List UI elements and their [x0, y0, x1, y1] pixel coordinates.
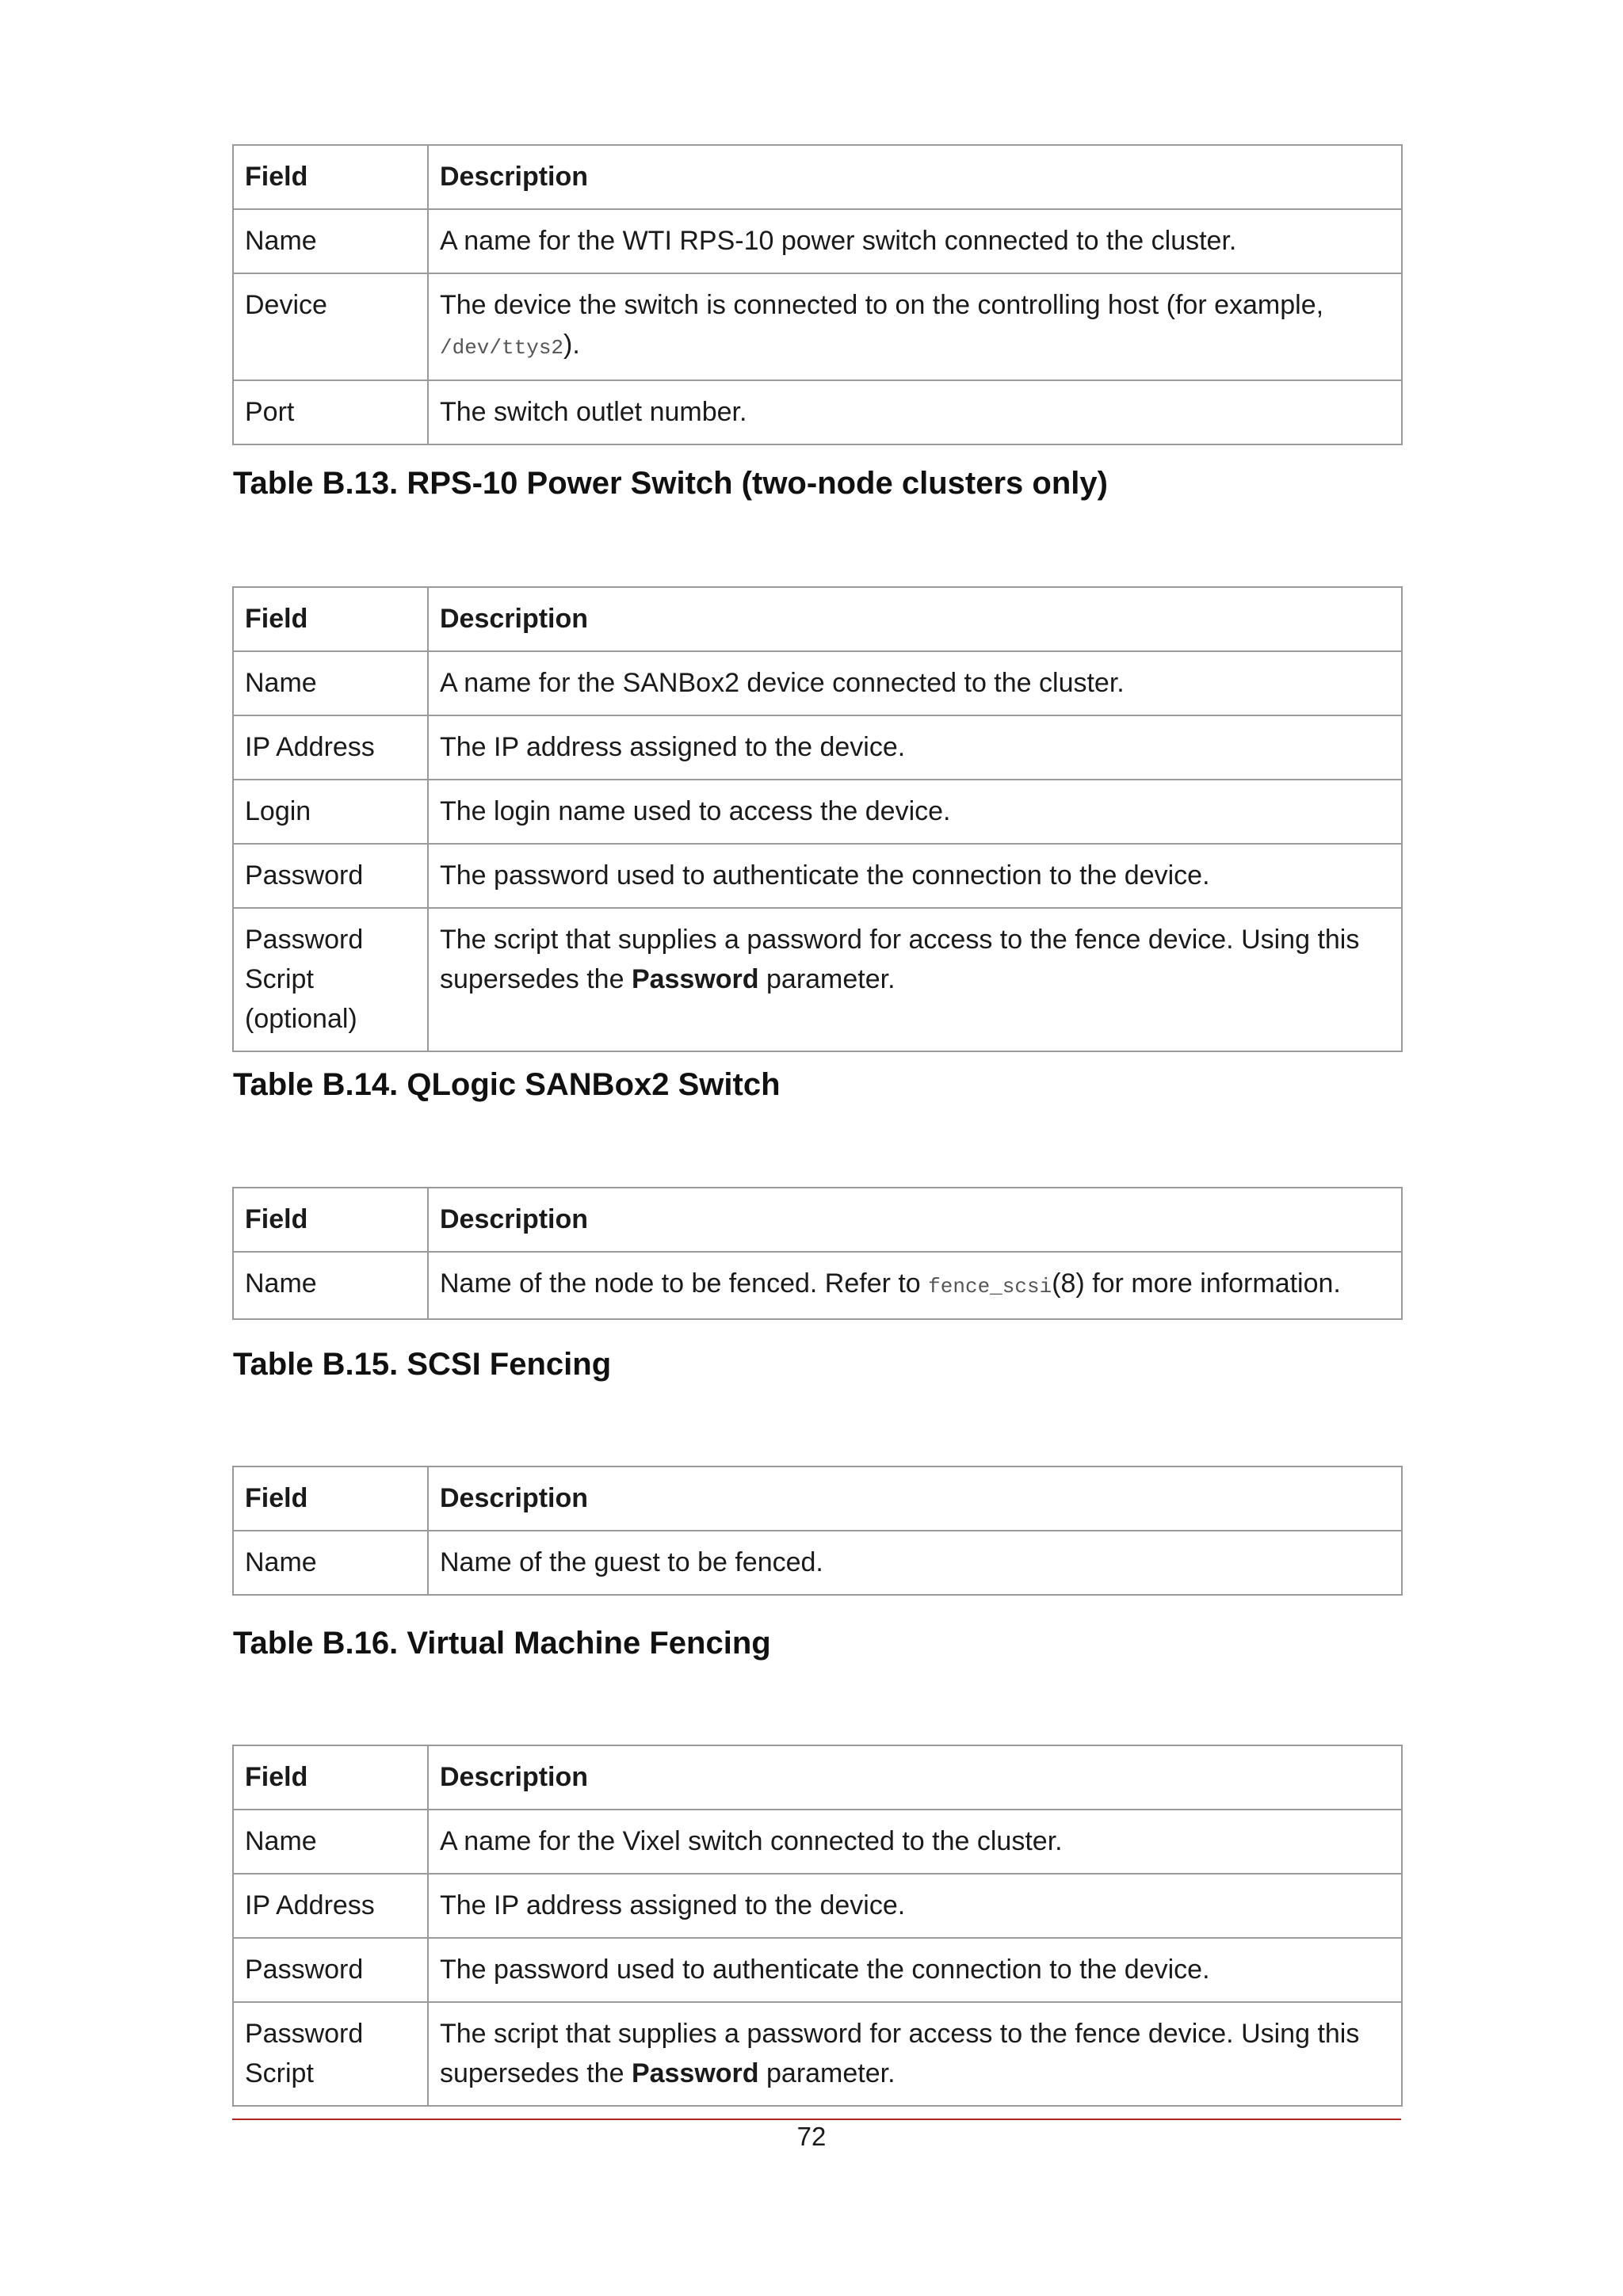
table-qlogic-sanbox2-switch: [232, 586, 1403, 1052]
description-text: (8) for more information.: [1052, 1268, 1341, 1299]
description-text: Name of the node to be fenced. Refer to: [440, 1268, 929, 1299]
description-cell: The login name used to access the device.: [428, 780, 1402, 844]
description-cell: A name for the Vixel switch connected to the cluster.: [428, 1810, 1402, 1874]
table-header-row: [233, 1466, 1402, 1531]
description-cell: The password used to authenticate the connection to the device.: [428, 1938, 1402, 2002]
table-row: [233, 908, 1402, 1051]
description-cell: The password used to authenticate the connection to the device.: [428, 844, 1402, 908]
description-cell: [428, 1252, 1402, 1319]
table-row: [233, 1874, 1402, 1938]
password-parameter-bold: Password: [631, 964, 759, 994]
field-cell: Name: [233, 1531, 428, 1595]
table-caption: Table B.16. Virtual Machine Fencing: [233, 1626, 771, 1661]
table-virtual-machine-fencing: [232, 1466, 1403, 1596]
device-path-code: /dev/ttys2: [440, 336, 564, 360]
description-cell: Name of the guest to be fenced.: [428, 1531, 1402, 1595]
description-cell: A name for the SANBox2 device connected to the cluster.: [428, 651, 1402, 715]
table-header-row: [233, 145, 1402, 209]
table-caption: Table B.14. QLogic SANBox2 Switch: [233, 1067, 781, 1102]
fence-scsi-code: fence_scsi: [928, 1275, 1052, 1299]
description-text: ).: [563, 330, 580, 360]
field-cell: Device: [233, 273, 428, 380]
description-cell: The IP address assigned to the device.: [428, 1874, 1402, 1938]
description-cell: The switch outlet number.: [428, 380, 1402, 444]
header-field: Field: [233, 587, 428, 651]
table-row: [233, 780, 1402, 844]
table-row: [233, 1531, 1402, 1595]
table-vixel-switch: [232, 1745, 1403, 2107]
description-cell: [428, 908, 1402, 1051]
header-field: Field: [233, 1745, 428, 1810]
password-parameter-bold: Password: [631, 2058, 759, 2088]
page-number: 72: [796, 2122, 827, 2151]
description-text: parameter.: [758, 2058, 896, 2088]
description-cell: The IP address assigned to the device.: [428, 715, 1402, 780]
table-row: [233, 715, 1402, 780]
table-row: [233, 380, 1402, 444]
field-cell: Name: [233, 1252, 428, 1319]
table-row: [233, 1810, 1402, 1874]
header-description: Description: [428, 1466, 1402, 1531]
description-text: The script that supplies a password for access to the fence device. Using this supersedes the: [440, 925, 1360, 994]
table-rps10-power-switch: [232, 144, 1403, 445]
header-description: Description: [428, 145, 1402, 209]
table-header-row: [233, 1188, 1402, 1252]
table-caption: Table B.13. RPS-10 Power Switch (two-node clusters only): [233, 466, 1108, 501]
field-cell: Password: [233, 1938, 428, 2002]
table-row: [233, 651, 1402, 715]
description-text: The script that supplies a password for access to the fence device. Using this supersedes the: [440, 2019, 1360, 2088]
field-cell: Port: [233, 380, 428, 444]
header-field: Field: [233, 1466, 428, 1531]
field-cell: IP Address: [233, 715, 428, 780]
table-row: [233, 2002, 1402, 2106]
table-caption: Table B.15. SCSI Fencing: [233, 1347, 612, 1382]
field-cell: Login: [233, 780, 428, 844]
description-cell: [428, 2002, 1402, 2106]
description-text: The device the switch is connected to on the controlling host (for example,: [440, 290, 1324, 320]
table-row: [233, 1252, 1402, 1319]
description-text: parameter.: [758, 964, 896, 994]
description-cell: A name for the WTI RPS-10 power switch connected to the cluster.: [428, 209, 1402, 273]
field-cell: Name: [233, 1810, 428, 1874]
header-field: Field: [233, 145, 428, 209]
field-cell: Password: [233, 844, 428, 908]
header-description: Description: [428, 587, 1402, 651]
header-description: Description: [428, 1188, 1402, 1252]
field-cell: Password Script: [233, 2002, 428, 2106]
header-field: Field: [233, 1188, 428, 1252]
field-cell: Password Script (optional): [233, 908, 428, 1051]
header-description: Description: [428, 1745, 1402, 1810]
table-row: [233, 273, 1402, 380]
table-row: [233, 209, 1402, 273]
table-row: [233, 1938, 1402, 2002]
description-cell: [428, 273, 1402, 380]
table-header-row: [233, 1745, 1402, 1810]
field-cell: Name: [233, 651, 428, 715]
field-cell: Name: [233, 209, 428, 273]
field-cell: IP Address: [233, 1874, 428, 1938]
table-header-row: [233, 587, 1402, 651]
table-scsi-fencing: [232, 1187, 1403, 1320]
table-row: [233, 844, 1402, 908]
